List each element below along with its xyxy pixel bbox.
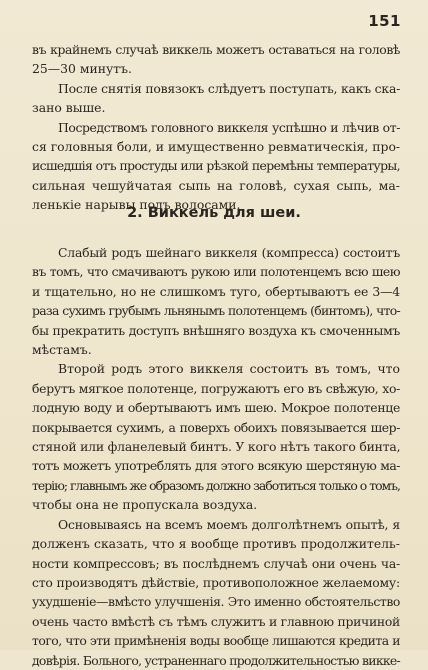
- text-line: въ крайнемъ случаѣ виккель можетъ оставаться на головѣ: [32, 42, 400, 57]
- text-line: тотъ можетъ употреблять для этого всякую шерстяную ма-: [32, 458, 400, 474]
- text-line: После снятія повязокъ слѣдуетъ поступать, какъ ска-: [58, 80, 401, 96]
- text-line: очень часто вмѣстѣ съ тѣмъ служитъ и главною причиной: [32, 613, 400, 629]
- text-line: долженъ сказать, что я вообще противъ продолжитель-: [32, 536, 400, 552]
- text-line: ухудшеніе—вмѣсто улучшенія. Это именно обстоятельство: [32, 594, 400, 610]
- text-line: терію; главнымъ же образомъ должно заботиться только о томъ,: [32, 477, 400, 493]
- text-line: Второй родъ этого виккеля состоитъ въ томъ, что: [58, 361, 400, 377]
- text-line: Посредствомъ головного виккеля успѣшно и лѣчив от-: [58, 119, 400, 135]
- text-line: чтобы она не пропускала воздуха.: [32, 497, 258, 513]
- text-line: ся головныя боли, и имущественно ревматическія, про-: [32, 139, 401, 155]
- text-line: сто производятъ дѣйствіе, противоположное желаемому:: [32, 574, 400, 590]
- page-number: 151: [368, 12, 401, 30]
- text-line: стяной или фланелевый бинтъ. У кого нѣтъ такого бинта,: [32, 439, 401, 455]
- text-line: берутъ мягкое полотенце, погружаютъ его въ свѣжую, хо-: [32, 380, 400, 396]
- text-line: сильная чешуйчатая сыпь на головѣ, сухая сыпь, ма-: [32, 177, 400, 193]
- section-heading: 2. Виккель для шеи.: [127, 205, 301, 221]
- text-line: покрывается сухимъ, а поверхъ обоихъ повязывается шер-: [32, 419, 400, 435]
- text-line: 25—30 минутъ.: [32, 61, 132, 77]
- text-line: Основываясь на всемъ моемъ долголѣтнемъ опытѣ, я: [58, 516, 400, 532]
- text-line: довѣрія. Больного, устраненнаго продолжительностью викке-: [32, 652, 401, 668]
- text-line: того, что эти примѣненія воды вообще лишаются кредита и: [32, 633, 400, 649]
- text-line: лодную воду и обертываютъ имъ шею. Мокрое полотенце: [32, 400, 400, 416]
- paragraphs-neck-wrap: [32, 243, 400, 670]
- text-line: и тщательно, но не слишкомъ туго, обертываютъ ее 3—4: [32, 283, 400, 299]
- text-line: Слабый родъ шейнаго виккеля (компресса) состоитъ: [58, 245, 400, 260]
- text-line: ности компрессовъ; въ послѣднемъ случаѣ они очень ча-: [32, 555, 400, 571]
- paragraphs-head-wrap: [32, 40, 400, 215]
- text-line: ленькіе нарывы подъ волосами.: [32, 197, 241, 213]
- text-line: исшедшія отъ простуды или рѣзкой перемѣны температуры,: [32, 158, 400, 174]
- text-line: въ томъ, что смачиваютъ рукою или полотенцемъ всю шею: [32, 264, 400, 280]
- text-line: мѣстамъ.: [32, 342, 92, 358]
- text-line: раза сухимъ грубымъ льнянымъ полотенцемъ (бинтомъ), что-: [32, 303, 400, 319]
- text-line: бы прекратить доступъ внѣшняго воздуха къ смоченнымъ: [32, 322, 400, 338]
- text-line: зано выше.: [32, 100, 106, 116]
